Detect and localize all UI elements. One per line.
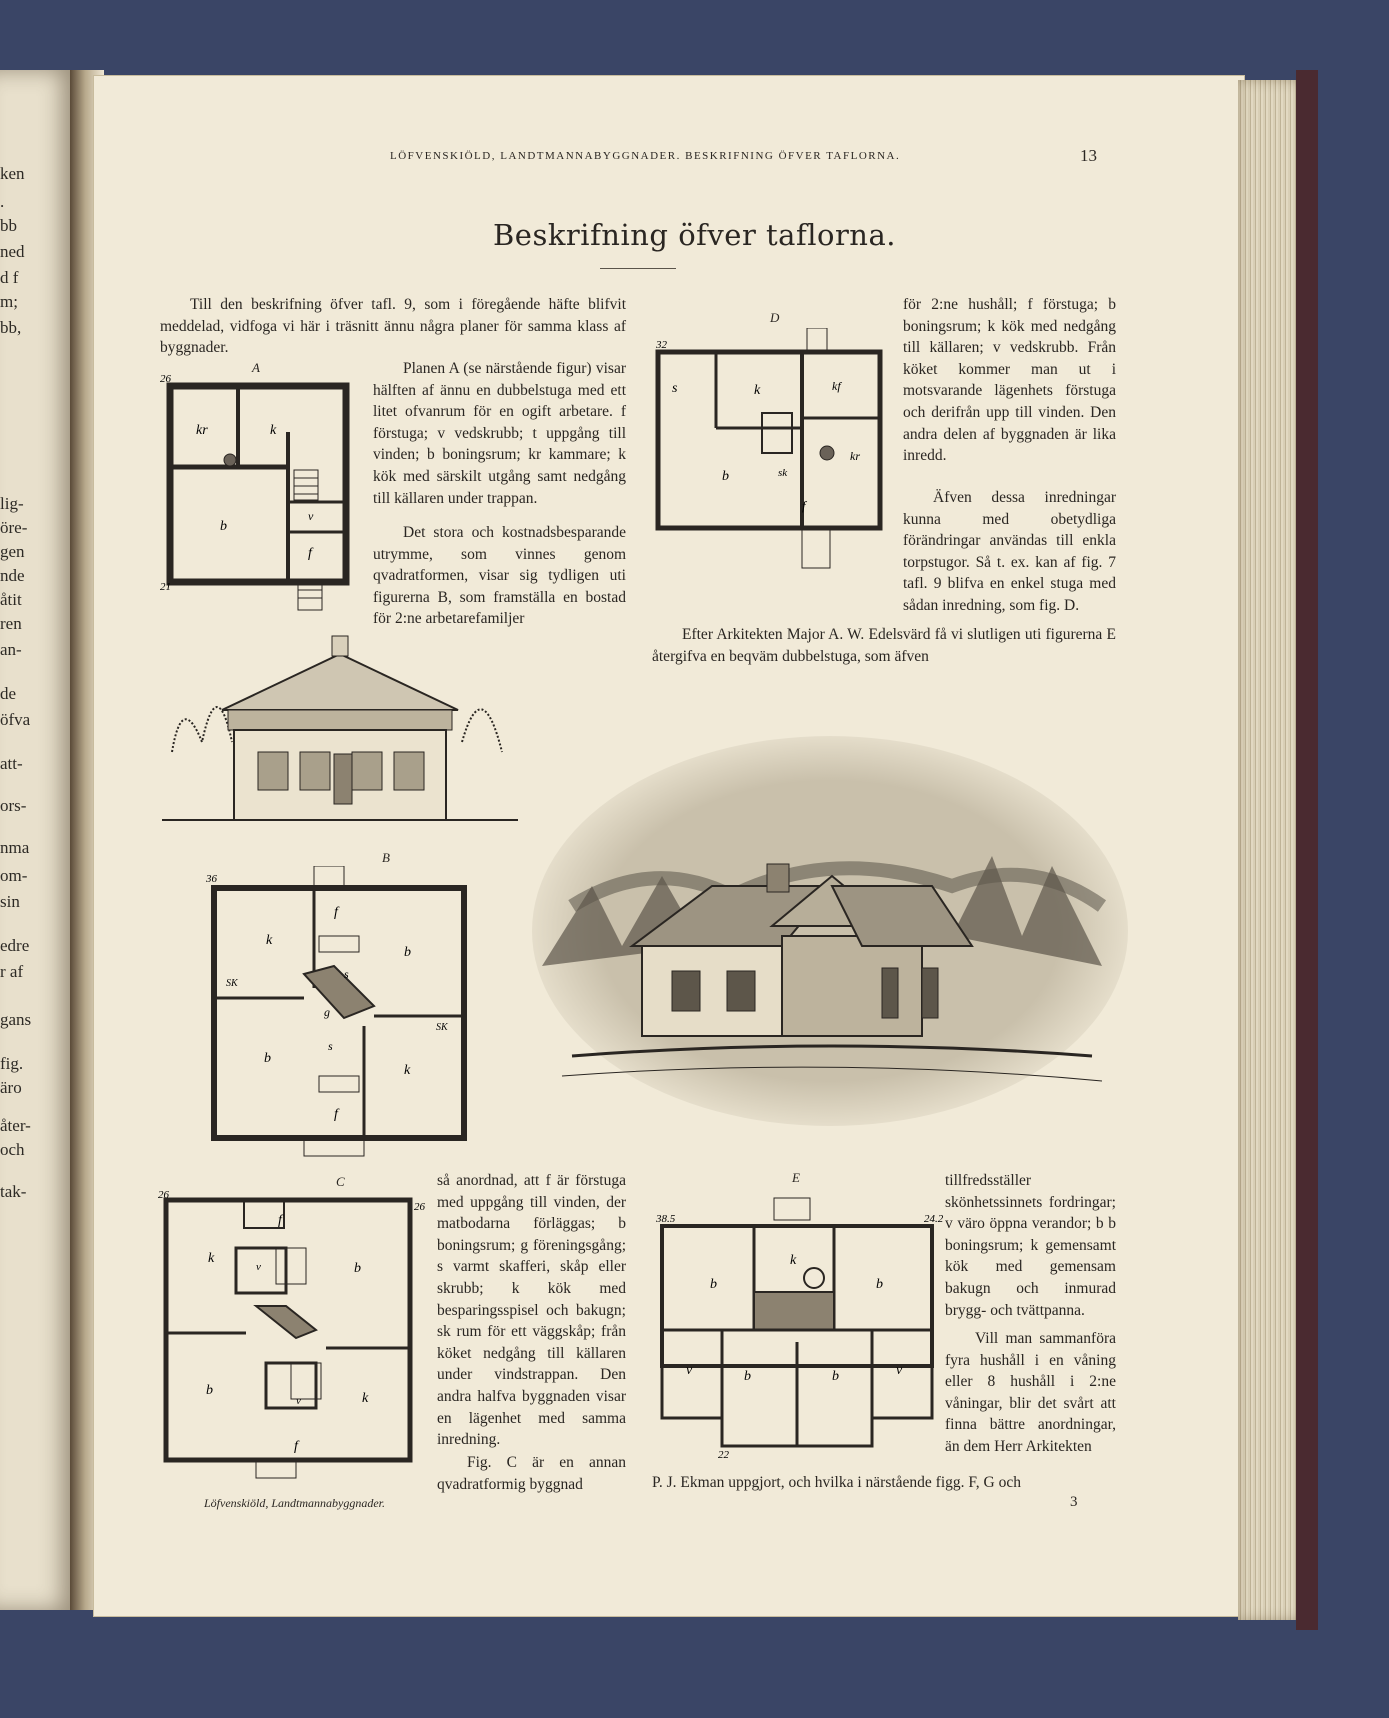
col-d-para3 [652, 624, 1116, 667]
svg-text:kf: kf [832, 379, 841, 393]
col-a-para2 [373, 522, 626, 630]
col-d-para1 [903, 294, 1116, 467]
plan-e-dim-b: 22 [718, 1449, 729, 1461]
svg-text:k: k [266, 933, 273, 948]
left-page-fragment: bb, [0, 318, 22, 337]
svg-text:k: k [754, 383, 761, 398]
col-e-para2 [945, 1328, 1116, 1458]
svg-text:f: f [334, 1107, 338, 1122]
col-c-para1 [437, 1170, 626, 1451]
left-page-fragment: fig. [0, 1054, 24, 1073]
svg-text:v: v [896, 1363, 903, 1378]
svg-text:kr: kr [850, 449, 860, 463]
left-page-fragment: att- [0, 754, 23, 773]
col-e-text-2: Vill man sammanföra fyra hushåll i en våning eller 8 hushåll i 2:ne våningar, blir det svårt att finna bättre anordningar, än dem Herr Arkitekten [945, 1330, 1116, 1455]
left-page-fragment: bb [0, 216, 17, 235]
col-d-text-2: Äfven dessa inredningar kunna med obetydliga förändringar användas till enkla torpstugor. Så t. ex. kan af fig. 7 tafl. 9 blifva en enkel stuga med sådan inredning, som fig. D. [903, 489, 1116, 614]
col-c-text-1: så anordnad, att f är förstuga med uppgång till vinden, der matbodarna förläggas; b boningsrum; g föreningsgång; s varmt skafferi, skåp eller skrubb; k kök med besparingsspisel och bakugn; sk rum för ett väggskåp; från köket nedgång till källaren under vindstrappan. Den andra halfva byggnaden visar en lägenhet med samma inredning. [437, 1172, 626, 1449]
floor-plan-c [156, 1188, 426, 1488]
figure-label-e: E [792, 1170, 800, 1185]
plan-a-dim-h: 21 [160, 581, 171, 593]
plan-a-dim-w: 26 [160, 373, 171, 385]
left-page-fragment: öfva [0, 710, 31, 729]
left-page-fragment: åtit [0, 590, 22, 609]
svg-text:b: b [722, 469, 729, 484]
house-illustration-small [162, 632, 518, 832]
left-page-fragment: edre [0, 936, 30, 955]
svg-text:b: b [744, 1369, 751, 1384]
left-page-fragment: gans [0, 1010, 32, 1029]
figure-label-b: B [382, 850, 390, 865]
svg-text:b: b [206, 1383, 213, 1398]
left-page-fragment: ors- [0, 796, 27, 815]
col-a-text-2: Det stora och kostnadsbesparande utrymme, som vinnes genom qvadratformen, visar sig tydligen uti figurerna B, som framställa en bostad för 2:ne arbetarefamiljer [373, 524, 626, 628]
col-a-para1 [373, 358, 626, 509]
plan-c-dim-h: 26 [414, 1201, 425, 1213]
left-page-fragment: sin [0, 892, 20, 911]
svg-text:k: k [208, 1251, 215, 1266]
left-page-fragment: och [0, 1140, 25, 1159]
svg-text:s: s [344, 967, 349, 981]
col-e-para3 [652, 1472, 1116, 1494]
left-page-fragment: åter- [0, 1116, 31, 1135]
left-page-fragment: ren [0, 614, 22, 633]
svg-text:v: v [686, 1363, 693, 1378]
svg-text:f: f [294, 1439, 298, 1454]
svg-text:kr: kr [196, 423, 208, 438]
svg-text:sk: sk [778, 467, 788, 479]
svg-text:b: b [876, 1277, 883, 1292]
left-page-fragment: nma [0, 838, 30, 857]
svg-text:f: f [278, 1213, 282, 1228]
left-page-fragment: m; [0, 292, 18, 311]
svg-text:b: b [354, 1261, 361, 1276]
left-page-fragment: de [0, 684, 17, 703]
left-page-fragment: öre- [0, 518, 28, 537]
plan-d-dim: 32 [656, 339, 667, 351]
svg-text:k: k [790, 1253, 797, 1268]
page-number: 13 [1080, 146, 1097, 165]
left-page-edge [0, 70, 80, 1610]
svg-text:f: f [334, 905, 338, 920]
floor-plan-e [654, 1192, 944, 1462]
floor-plan-b [204, 866, 474, 1166]
book-cover [1296, 70, 1318, 1630]
col-a-text-1: Planen A (se närstående figur) visar hälften af ännu en dubbelstuga med ett litet ofvanrum för en ogift arbetare. f förstuga; v vedskrubb; t uppgång till vinden; b boningsrum; kr kammare; k kök med särskilt utgång samt nedgång till källaren under trappan. [373, 360, 626, 507]
footer-citation: Löfvenskiöld, Landtmannabyggnader. [204, 1496, 385, 1510]
figure-label-c: C [336, 1174, 345, 1189]
left-page-fragment: r af [0, 962, 24, 981]
col-e-text-3: P. J. Ekman uppgjort, och hvilka i närstående figg. F, G och [652, 1474, 1021, 1491]
plan-e-dim-w: 38.5 [656, 1213, 676, 1225]
left-page-fragment: nde [0, 566, 25, 585]
left-page-fragment: d f [0, 268, 19, 287]
left-page-fragment: ken [0, 164, 25, 183]
col-e-para1 [945, 1170, 1116, 1321]
svg-text:f: f [308, 546, 312, 561]
svg-text:k: k [270, 423, 277, 438]
col-d-text-3: Efter Arkitekten Major A. W. Edelsvärd få vi slutligen uti figurerna E återgifva en beqväm dubbelstuga, som äfven [652, 626, 1116, 665]
svg-text:v: v [256, 1261, 261, 1273]
svg-text:s: s [672, 381, 678, 396]
svg-text:b: b [832, 1369, 839, 1384]
title-rule [600, 268, 676, 269]
col-c-para2 [437, 1452, 626, 1495]
left-page-fragment: ned [0, 242, 25, 261]
left-page-fragment: om- [0, 866, 28, 885]
figure-label-d: D [770, 310, 780, 325]
col-c-text-2: Fig. C är en annan qvadratformig byggnad [437, 1454, 626, 1493]
plan-b-dim: 36 [206, 873, 217, 885]
svg-text:v: v [296, 1395, 301, 1407]
left-page-fragment: lig- [0, 494, 24, 513]
svg-text:k: k [404, 1063, 411, 1078]
left-page-fragment: gen [0, 542, 25, 561]
running-header: LÖFVENSKIÖLD, LANDTMANNABYGGNADER. BESKRIFNING ÖFVER TAFLORNA. [390, 150, 901, 162]
svg-text:b: b [220, 519, 227, 534]
col-d-text-1: för 2:ne hushåll; f förstuga; b boningsrum; k kök med nedgång till källaren; v vedskrubb. Från köket kommer man ut i motsvarande lägenhets förstuga och derifrån upp till vinden. Den andra delen af byggnaden är lika inredd. [903, 296, 1116, 465]
page-title: Beskrifning öfver taflorna. [493, 218, 896, 252]
left-page-fragment: . [0, 192, 5, 211]
plan-c-dim-w: 26 [158, 1189, 169, 1201]
svg-text:SK: SK [226, 978, 238, 989]
col-d-para2 [652, 487, 1116, 617]
svg-text:b: b [710, 1277, 717, 1292]
signature-mark: 3 [1070, 1494, 1078, 1510]
svg-text:f: f [802, 498, 806, 513]
svg-text:g: g [324, 1005, 330, 1019]
svg-text:b: b [264, 1051, 271, 1066]
svg-text:k: k [362, 1391, 369, 1406]
left-page-fragment: äro [0, 1078, 22, 1097]
intro-paragraph: Till den beskrifning öfver tafl. 9, som i föregående häfte blifvit meddelad, vidfoga vi här i träsnitt ännu några planer för samma klass af byggnader. [160, 296, 626, 357]
left-page-fragment: tak- [0, 1182, 27, 1201]
svg-text:SK: SK [436, 1022, 448, 1033]
svg-text:b: b [404, 945, 411, 960]
floor-plan-a [158, 372, 358, 622]
svg-text:v: v [308, 509, 314, 523]
figure-label-a: A [252, 360, 260, 375]
plan-e-dim-h: 24.2 [924, 1213, 944, 1225]
col-e-text-1: tillfredsställer skönhetssinnets fordringar; v väro öppna verandor; b b boningsrum; k gemensamt kök med gemensam bakugn och inmurad brygg- och tvättpanna. [945, 1172, 1116, 1319]
house-illustration-large [532, 736, 1128, 1126]
svg-text:s: s [328, 1039, 333, 1053]
left-page-fragment: an- [0, 640, 22, 659]
